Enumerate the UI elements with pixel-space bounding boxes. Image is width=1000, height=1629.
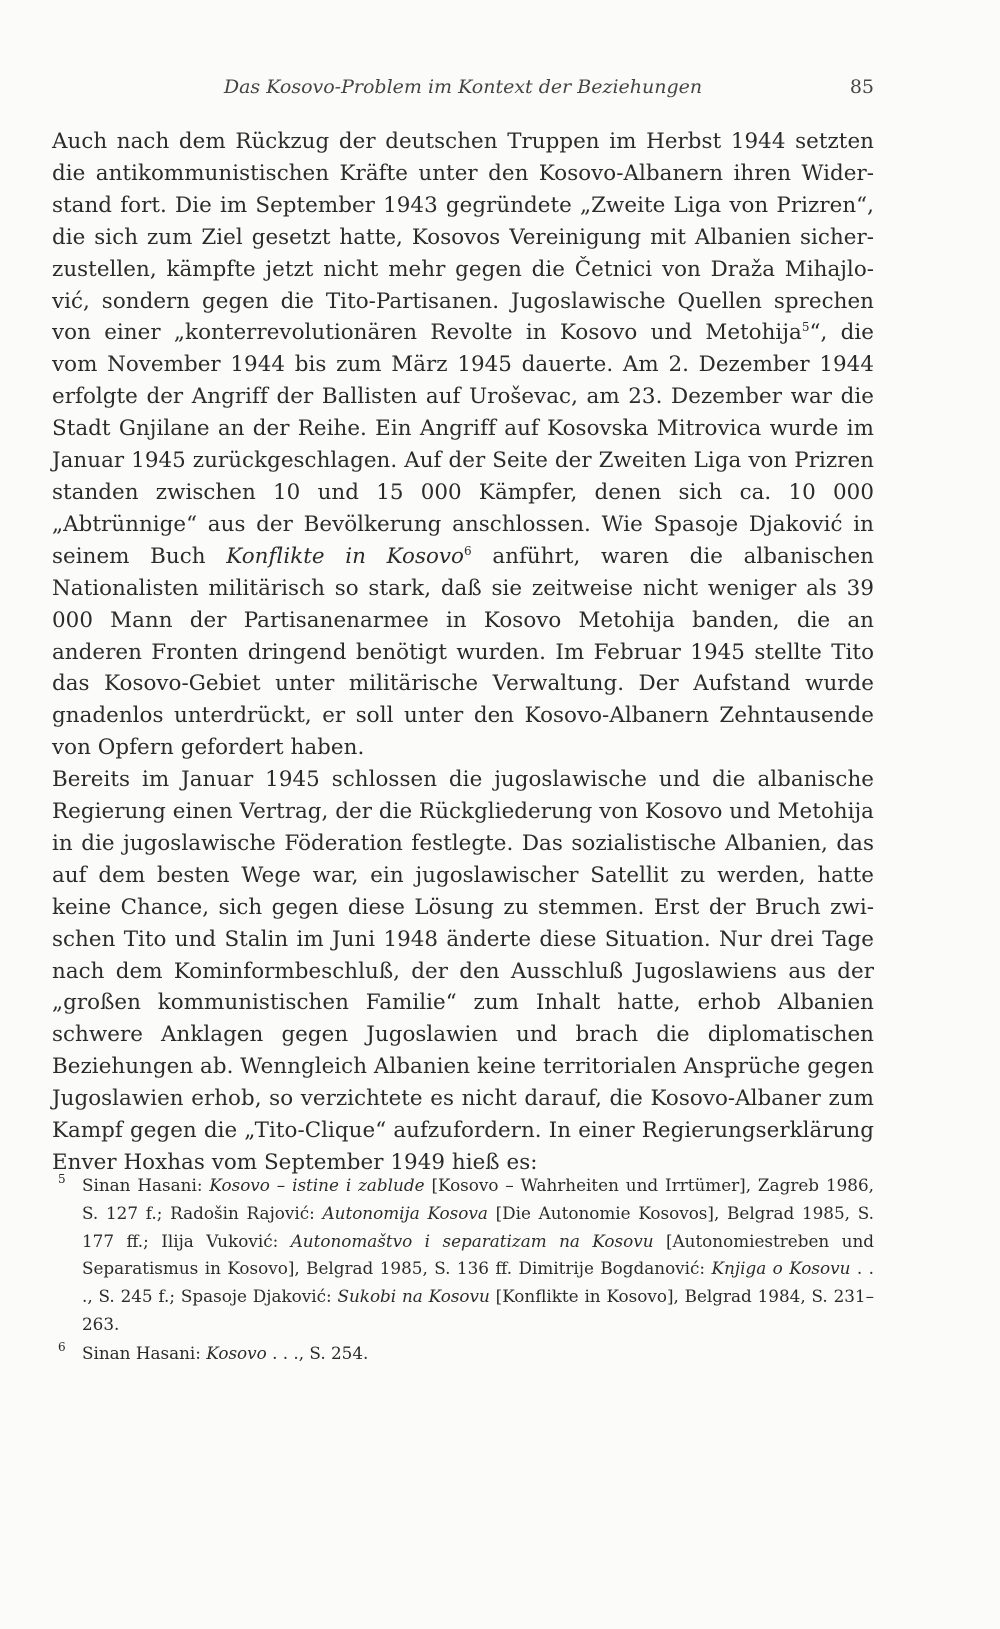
footnote-text: . . ., S. 245 f.; Spasoje Djaković: xyxy=(82,1258,874,1307)
cited-title: Sukobi na Kosovu xyxy=(337,1286,490,1307)
footnote-text: [Kosovo – Wahrheiten und Irrtümer], Zagreb 1986, S. 127 f.; Radošin Rajović: xyxy=(82,1175,874,1223)
cited-title: Knjiga o Kosovu xyxy=(711,1258,851,1279)
running-title: Das Kosovo-Problem im Kontext der Beziehungen xyxy=(223,76,703,98)
footnote-text: Sinan Hasani: xyxy=(82,1342,207,1363)
footnote-ref-6: 6 xyxy=(464,543,472,558)
footnote-ref-5: 5 xyxy=(801,320,810,335)
footnote-text: [Konflikte in Kosovo], Belgrad 1984, S. 231–263. xyxy=(82,1286,874,1334)
paragraph-1-part-a: Auch nach dem Rückzug der deutschen Truppen im Herbst 1944 setzten die antikommunistischen Kräfte unter den Kosovo-Albanern ihren Widerstand fort. Die im September 1943 gegründete „Zweite Liga von Prizren“, die sich zum Ziel gesetzt hatte, Kosovos Vereinigung mit Albanien sicherzustellen, kämpfte jetzt nicht mehr gegen die Četnici von Draža Mihajlović, sondern gegen die Tito-Partisanen. Jugoslawische Quellen sprechen von einer „konterrevolutionären Revolte in Kosovo und Metohija xyxy=(52,129,874,346)
footnote-5 xyxy=(52,1172,874,1339)
footnote-text: [Die Autonomie Kosovos], Belgrad 1985, S. 177 ff.; Ilija Vuković: xyxy=(82,1202,874,1251)
footnote-6 xyxy=(52,1340,874,1368)
paragraph-2: Bereits im Januar 1945 schlossen die jugoslawische und die albanische Regierung einen Vertrag, der die Rückgliederung von Kosovo und Metohija in die jugoslawische Föderation festlegte. Das sozialistische Albanien, das auf dem besten Wege war, ein jugoslawischer Satellit zu werden, hatte keine Chance, sich gegen diese Lösung zu stemmen. Erst der Bruch zwischen Tito und Stalin im Juni 1948 änderte diese Situation. Nur drei Tage nach dem Kominformbeschluß, der den Ausschluß Jugoslawiens aus der „großen kommunistischen Familie“ zum Inhalt hatte, erhob Albanien schwere Anklagen gegen Jugoslawien und brach die diplomatischen Beziehungen ab. Wenngleich Albanien keine territorialen Ansprüche gegen Jugoslawien erhob, so verzichtete es nicht darauf, die Kosovo-Albaner zum Kampf gegen die „Tito-Clique“ aufzufordern. In einer Regierungserklärung Enver Hoxhas vom September 1949 hieß es: xyxy=(52,767,874,1175)
paragraph-1 xyxy=(52,126,874,764)
footnote-text: . . ., S. 254. xyxy=(266,1342,369,1363)
cited-title: Autonomija Kosova xyxy=(322,1202,488,1223)
footnotes xyxy=(52,1172,874,1369)
footnote-text: [Autonomiestreben und Separatismus in Kosovo], Belgrad 1985, S. 136 ff. Dimitrije Bogdanović: xyxy=(82,1230,874,1279)
footnote-text: Sinan Hasani: xyxy=(82,1175,210,1195)
cited-title: Kosovo xyxy=(206,1342,267,1363)
paragraph-1-part-b: “, die vom November 1944 bis zum März 1945 dauerte. Am 2. Dezember 1944 erfolgte der Angriff der Ballisten auf Uroševac, am 23. Dezember war die Stadt Gnjilane an der Reihe. Ein Angriff auf Kosovska Mitrovica wurde im Januar 1945 zurückgeschlagen. Auf der Seite der Zweiten Liga von Prizren standen zwischen 10 und 15 000 Kämpfer, denen sich ca. 10 000 „Abtrünnige“ aus der Bevölkerung anschlossen. Wie Spasoje Djaković in seinem Buch xyxy=(52,320,874,569)
paragraph-1-part-c: anführt, waren die albanischen Nationalisten militärisch so stark, daß sie zeitweise nicht weniger als 39 000 Mann der Partisanenarmee in Kosovo Metohija banden, die an anderen Fronten dringend benötigt wurden. Im Februar 1945 stellte Tito das Kosovo-Gebiet unter militärische Verwaltung. Der Aufstand wurde gnadenlos unterdrückt, er soll unter den Kosovo-Albanern Zehntausende von Opfern gefordert haben. xyxy=(52,543,874,761)
footnote-number: 5 xyxy=(58,1172,66,1186)
cited-title: Autonomaštvo i separatizam na Kosovu xyxy=(290,1230,654,1251)
page-number: 85 xyxy=(849,76,874,98)
running-header xyxy=(52,70,874,104)
main-text xyxy=(52,126,874,1179)
footnote-number: 6 xyxy=(58,1339,66,1354)
book-title: Konflikte in Kosovo xyxy=(226,543,464,569)
cited-title: Kosovo – istine i zablude xyxy=(209,1175,425,1195)
